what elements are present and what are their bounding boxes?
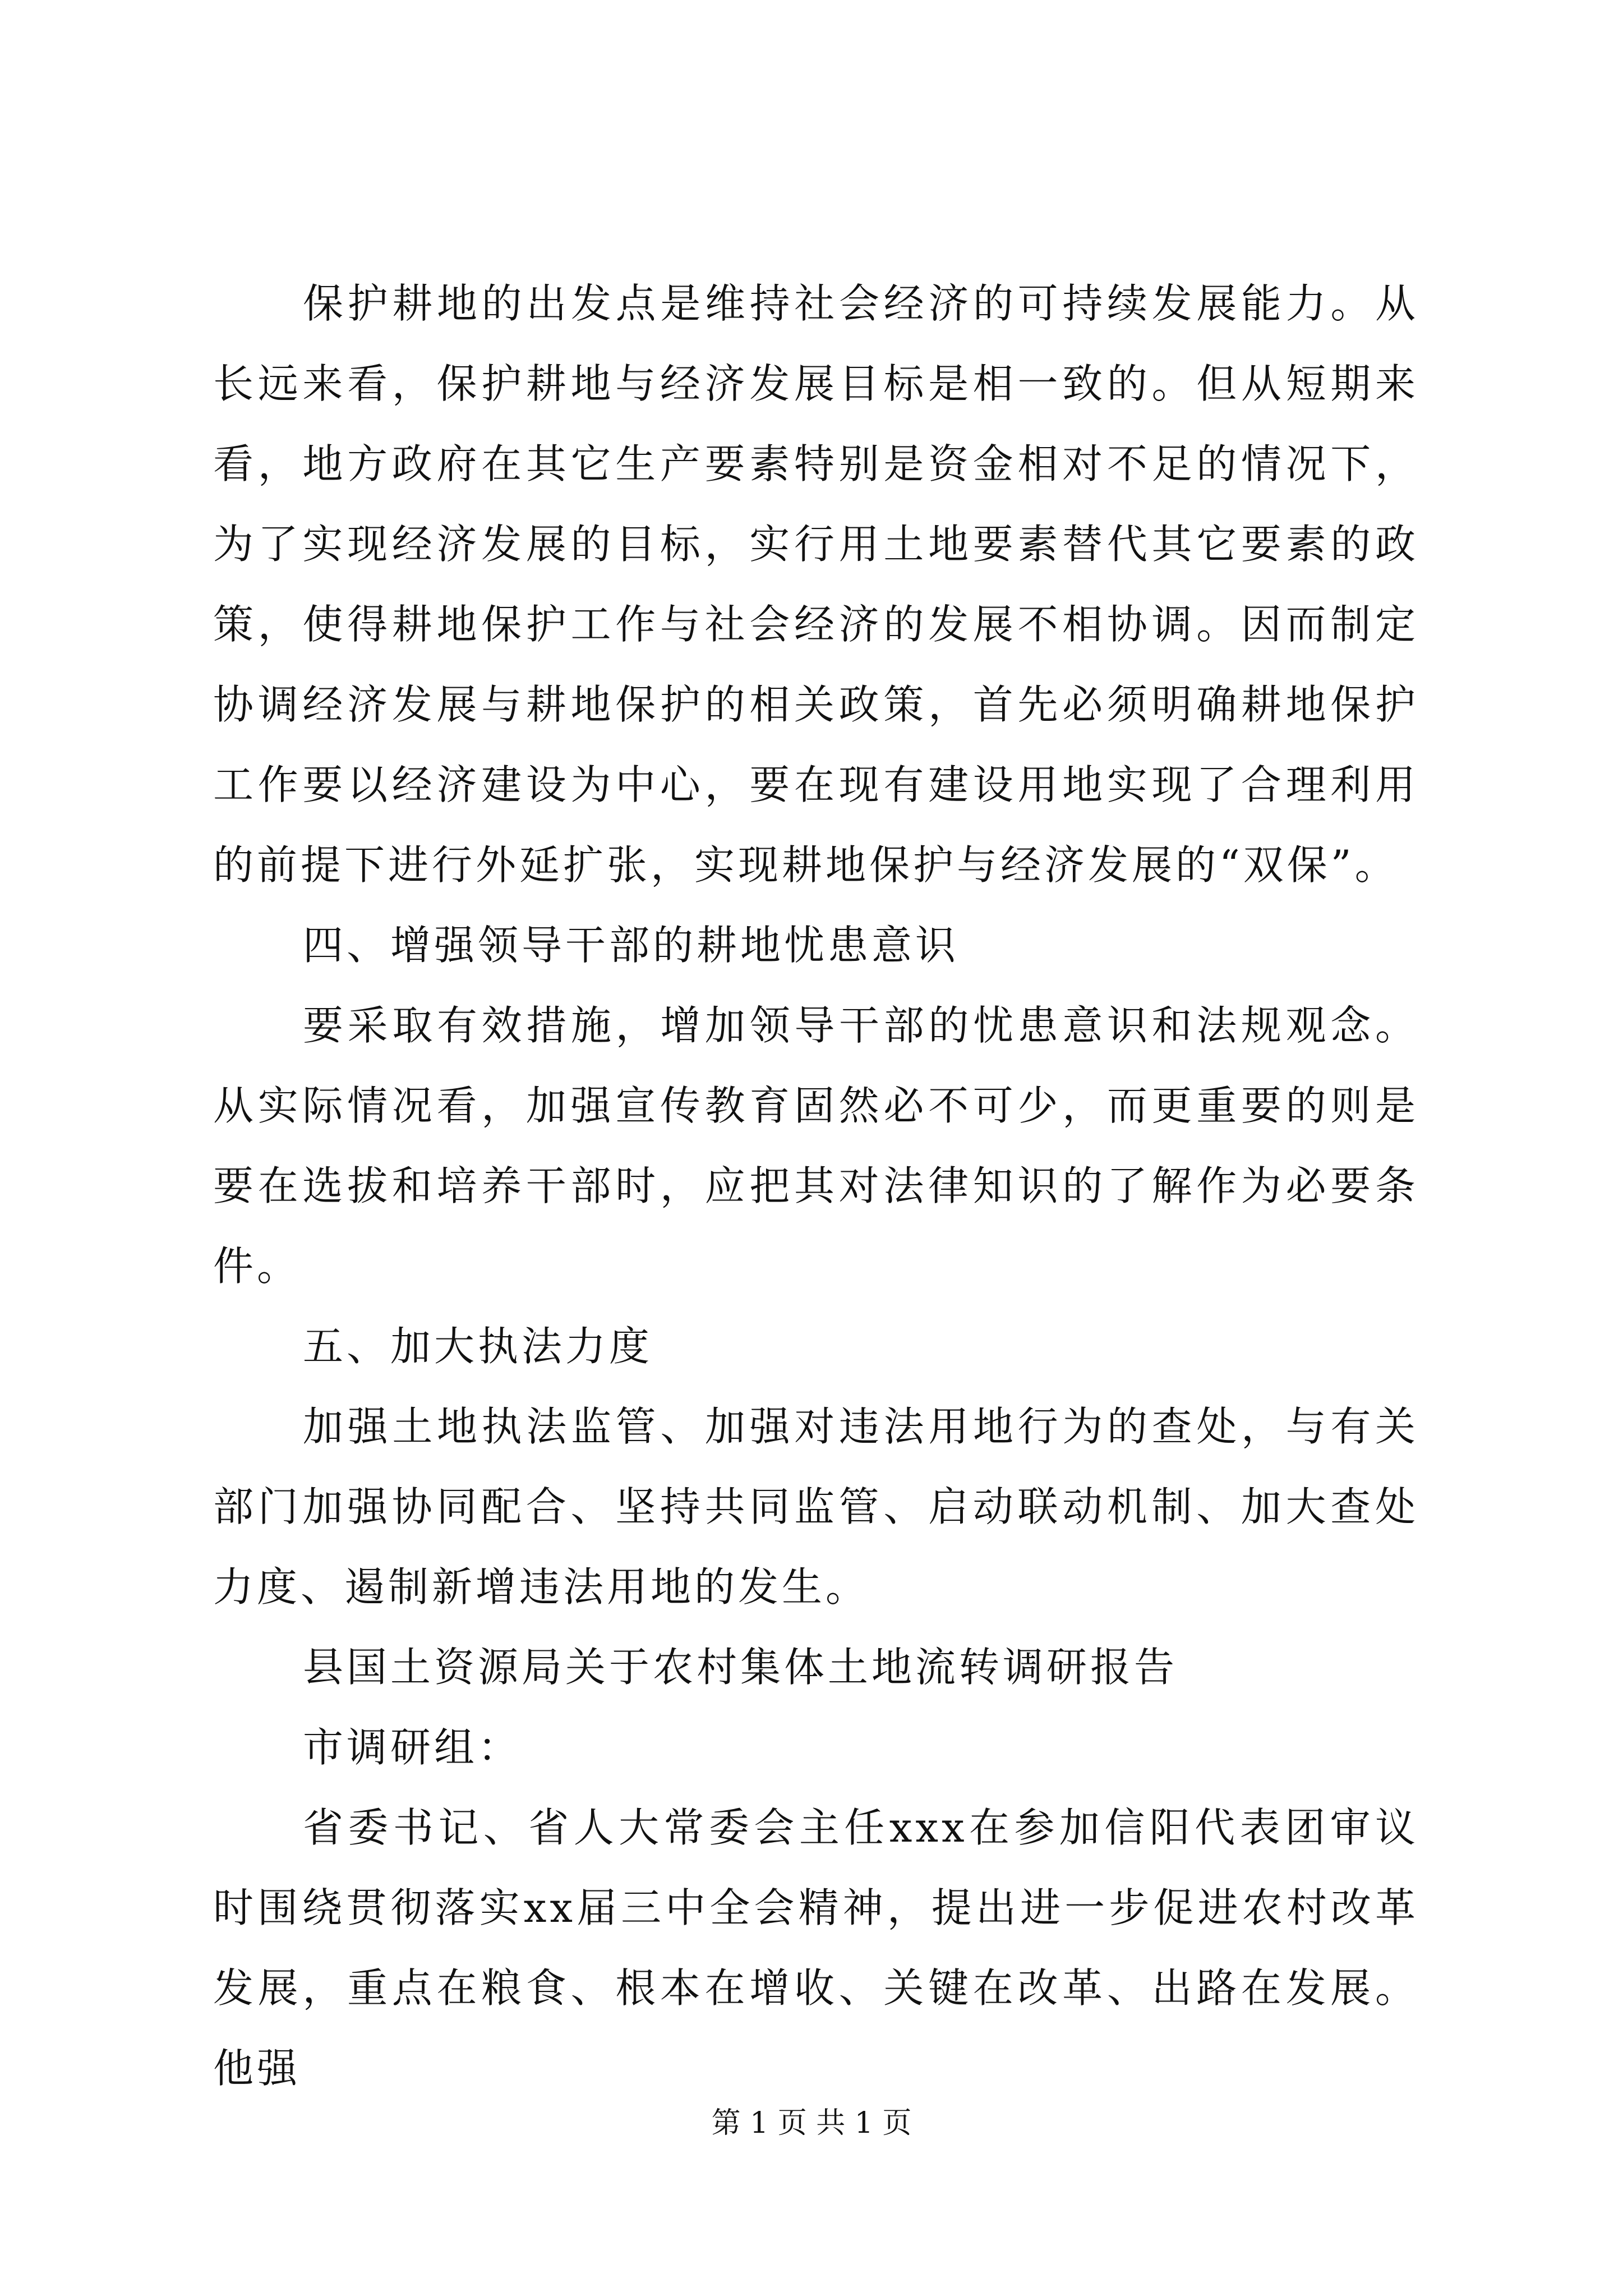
section-heading-five: 五、加大执法力度 (303, 1323, 653, 1370)
paragraph-law-enforcement: 加强土地执法监管、加强对违法用地行为的查处，与有关部门加强协同配合、坚持共同监管、启动联动机制、加大查处力度、遏制新增违法用地的发生。 (213, 1403, 1419, 1611)
document-body (213, 264, 1419, 2109)
paragraph-report-intro: 省委书记、省人大常委会主任xxx在参加信阳代表团审议时围绕贯彻落实xx届三中全会精神，提出进一步促进农村改革发展，重点在粮食、根本在增收、关键在改革、出路在发展。他强 (213, 1804, 1419, 2092)
page-footer: 第 1 页 共 1 页 (711, 2106, 912, 2140)
report-addressee: 市调研组： (303, 1724, 522, 1771)
section-heading-four: 四、增强领导干部的耕地忧患意识 (303, 922, 960, 969)
report-title: 县国土资源局关于农村集体土地流转调研报告 (303, 1644, 1178, 1691)
paragraph-cadre-awareness: 要采取有效措施，增加领导干部的忧患意识和法规观念。从实际情况看，加强宣传教育固然必不可少，而更重要的则是要在选拔和培养干部时，应把其对法律知识的了解作为必要条件。 (213, 1002, 1419, 1290)
paragraph-farmland-protection: 保护耕地的出发点是维持社会经济的可持续发展能力。从长远来看，保护耕地与经济发展目标是相一致的。但从短期来看，地方政府在其它生产要素特别是资金相对不足的情况下，为了实现经济发展的目标，实行用土地要素替代其它要素的政策，使得耕地保护工作与社会经济的发展不相协调。因而制定协调经济发展与耕地保护的相关政策，首先必须明确耕地保护工作要以经济建设为中心，要在现有建设用地实现了合理利用的前提下进行外延扩张，实现耕地保护与经济发展的“双保”。 (213, 280, 1419, 889)
